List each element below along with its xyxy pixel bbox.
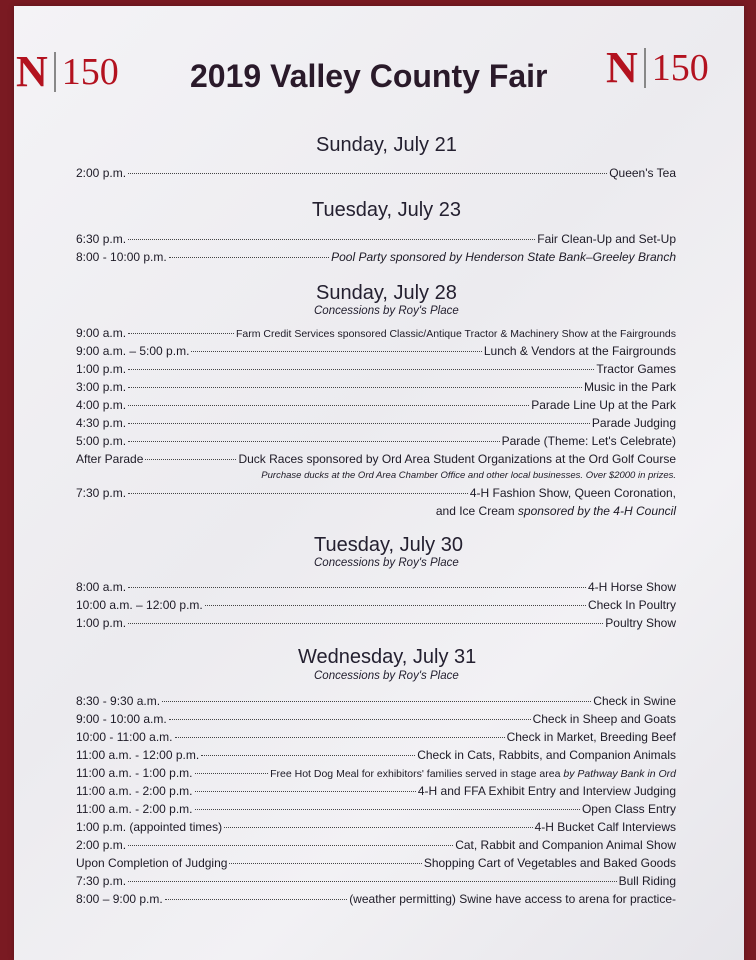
continuation-sponsor: sponsored by the 4-H Council [517,504,676,518]
schedule-row [76,362,676,376]
event-name: (weather permitting) Swine have access to arena for practice- [349,892,676,906]
concessions-note: Concessions by Roy's Place [314,305,459,317]
event-name: Queen's Tea [609,166,676,180]
schedule-row [76,730,676,744]
event-time: 9:00 a.m. – 5:00 p.m. [76,344,190,358]
schedule-row [76,486,676,500]
event-name: Tractor Games [596,362,676,376]
event-name: Check in Sheep and Goats [532,712,676,726]
event-name: Check In Poultry [587,598,676,612]
dot-leader [205,605,586,606]
event-name: Lunch & Vendors at the Fairgrounds [483,344,676,358]
event-name: Parade Line Up at the Park [531,398,676,412]
schedule-row [76,380,676,394]
event-time: 1:00 p.m. [76,616,127,630]
event-time: 11:00 a.m. - 1:00 p.m. [76,766,193,780]
event-name: Free Hot Dog Meal for exhibitors' families served in stage area [270,768,561,780]
schedule-row [76,434,676,448]
event-time: 7:30 p.m. [76,486,127,500]
event-name: Pool Party sponsored by Henderson State Bank–Greeley Branch [331,250,676,264]
schedule-row [76,694,676,708]
event-time: 8:00 a.m. [76,580,127,594]
schedule-row [76,598,676,612]
dot-leader [128,441,500,442]
nebraska-150-logo-left [16,47,119,96]
logo-number: 150 [651,47,709,89]
event-time: 5:00 p.m. [76,434,127,448]
day-heading: Sunday, July 28 [316,282,457,304]
dot-leader [145,459,236,460]
event-time: 11:00 a.m. - 2:00 p.m. [76,784,193,798]
event-time: 4:00 p.m. [76,398,127,412]
event-time: 11:00 a.m. - 12:00 p.m. [76,748,200,762]
event-name: Cat, Rabbit and Companion Animal Show [455,838,676,852]
event-time: 9:00 a.m. [76,326,127,340]
schedule-row [76,452,676,466]
schedule-row [76,856,676,870]
logo-divider [54,52,56,92]
schedule-row [76,748,676,762]
event-name: Parade Judging [591,416,676,430]
event-name: Music in the Park [583,380,676,394]
event-name: Check in Cats, Rabbits, and Companion Animals [417,748,676,762]
continuation-text: and Ice Cream [435,504,515,518]
page-title: 2019 Valley County Fair [190,58,548,94]
event-time: 1:00 p.m. [76,362,127,376]
schedule-row [76,892,676,906]
dot-leader [128,587,586,588]
dot-leader [195,773,269,774]
event-time: 2:00 p.m. [76,838,127,852]
event-time: 9:00 - 10:00 a.m. [76,712,167,726]
event-time: 11:00 a.m. - 2:00 p.m. [76,802,193,816]
event-name: 4-H and FFA Exhibit Entry and Interview Judging [417,784,676,798]
schedule-row [76,580,676,594]
dot-leader [128,173,607,174]
dot-leader [195,809,580,810]
event-name: Poultry Show [605,616,676,630]
concessions-note: Concessions by Roy's Place [314,557,459,569]
dot-leader [128,387,582,388]
logo-number: 150 [61,51,119,93]
event-time: 10:00 a.m. – 12:00 p.m. [76,598,203,612]
event-time: 3:00 p.m. [76,380,127,394]
dot-leader [128,845,453,846]
event-name: Farm Credit Services sponsored Classic/Antique Tractor & Machinery Show at the Fairgrounds [235,328,676,340]
event-time: 10:00 - 11:00 a.m. [76,730,173,744]
event-time: Upon Completion of Judging [76,856,228,870]
event-name: Fair Clean-Up and Set-Up [537,232,676,246]
event-time: After Parade [76,452,144,466]
day-heading: Sunday, July 21 [316,134,457,156]
schedule-row [76,820,676,834]
dot-leader [128,239,535,240]
event-name: Check in Swine [593,694,676,708]
schedule-row [76,416,676,430]
schedule-row [76,398,676,412]
event-time: 2:00 p.m. [76,166,127,180]
day-heading: Wednesday, July 31 [298,646,477,668]
schedule-row [76,802,676,816]
event-time: 6:30 p.m. [76,232,127,246]
dot-leader [175,737,505,738]
dot-leader [128,333,234,334]
schedule-row [76,766,676,780]
duck-race-note: Purchase ducks at the Ord Area Chamber Office and other local businesses. Over $2000 in prizes. [261,470,676,481]
dot-leader [229,863,421,864]
event-time: 4:30 p.m. [76,416,127,430]
schedule-row [76,874,676,888]
event-name: Check in Market, Breeding Beef [506,730,676,744]
logo-letter: N [606,43,638,92]
event-name: Open Class Entry [581,802,676,816]
schedule-row [76,166,676,180]
flyer-sheet [14,6,744,960]
schedule-row [76,784,676,798]
event-name: Duck Races sponsored by Ord Area Student Organizations at the Ord Golf Course [238,452,676,466]
dot-leader [165,899,347,900]
dot-leader [128,623,603,624]
event-name: 4-H Fashion Show, Queen Coronation, [469,486,676,500]
schedule-row [76,712,676,726]
dot-leader [195,791,416,792]
nebraska-150-logo-right [606,43,709,92]
event-time: 1:00 p.m. (appointed times) [76,820,223,834]
day-heading: Tuesday, July 30 [314,534,463,556]
schedule-row [76,616,676,630]
event-time: 8:30 - 9:30 a.m. [76,694,161,708]
logo-divider [644,48,646,88]
dot-leader [201,755,415,756]
dot-leader [128,493,468,494]
dot-leader [162,701,591,702]
dot-leader [128,423,590,424]
dot-leader [128,369,594,370]
event-time: 7:30 p.m. [76,874,127,888]
event-name: 4-H Horse Show [587,580,676,594]
schedule-row [76,838,676,852]
dot-leader [224,827,533,828]
day-heading: Tuesday, July 23 [312,199,461,221]
logo-letter: N [16,47,48,96]
dot-leader [191,351,481,352]
event-continuation [436,504,676,518]
event-time: 8:00 – 9:00 p.m. [76,892,163,906]
event-name: 4-H Bucket Calf Interviews [534,820,676,834]
dot-leader [128,881,617,882]
dot-leader [169,719,531,720]
event-name: Shopping Cart of Vegetables and Baked Goods [423,856,676,870]
event-time: 8:00 - 10:00 p.m. [76,250,167,264]
event-name: Parade (Theme: Let's Celebrate) [501,434,676,448]
schedule-row [76,250,676,264]
event-name: Bull Riding [618,874,676,888]
event-sponsor: by Pathway Bank in Ord [563,768,676,780]
dot-leader [128,405,529,406]
schedule-row [76,326,676,340]
dot-leader [169,257,329,258]
schedule-row [76,344,676,358]
concessions-note: Concessions by Roy's Place [314,670,459,682]
schedule-row [76,232,676,246]
